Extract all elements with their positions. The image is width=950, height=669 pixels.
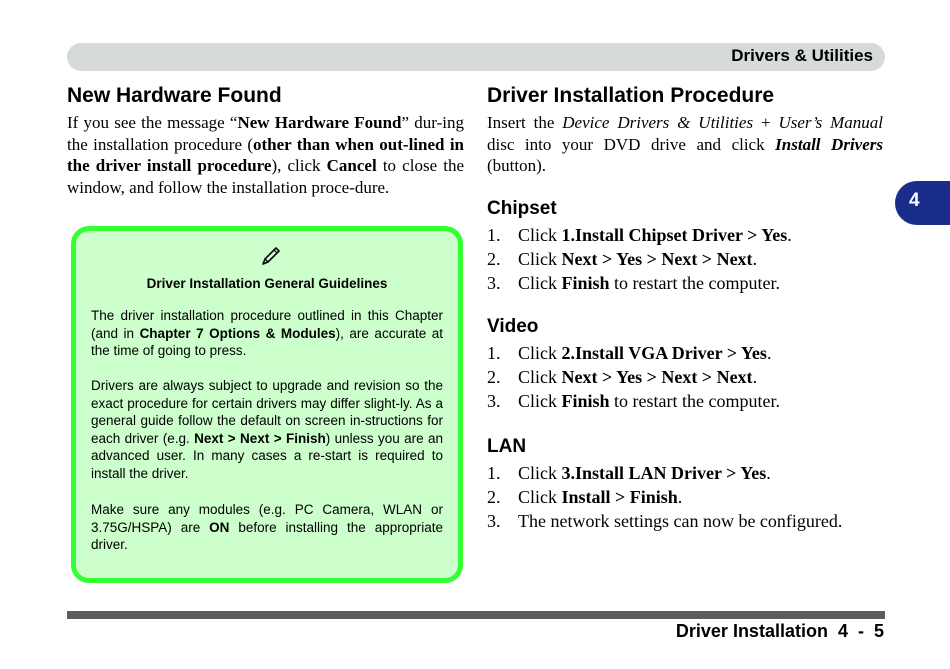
header-bar xyxy=(67,43,885,71)
heading-video: Video xyxy=(487,316,539,337)
heading-driver-installation-procedure: Driver Installation Procedure xyxy=(487,84,775,107)
list-item: 3. Click Finish to restart the computer. xyxy=(487,391,780,411)
chapter-number: 4 xyxy=(909,190,920,211)
list-item: 2. Click Next > Yes > Next > Next. xyxy=(487,249,758,269)
intro-paragraph: Insert the Device Drivers & Utilities + User’s Manual disc into your DVD drive and click Install Drivers (button). xyxy=(487,113,883,175)
footer-section: Driver Installation xyxy=(675,621,828,641)
list-item: 3. Click Finish to restart the computer. xyxy=(487,273,780,293)
note-paragraph-3: Make sure any modules (e.g. PC Camera, WLAN or 3.75G/HSPA) are ON before installing the appropriate driver. xyxy=(91,502,443,552)
heading-lan: LAN xyxy=(487,436,527,457)
page-number: 4 - 5 xyxy=(837,621,884,641)
list-item: 3. The network settings can now be configured. xyxy=(487,511,843,531)
lan-steps xyxy=(487,461,887,533)
list-item: 1. Click 2.Install VGA Driver > Yes. xyxy=(487,343,772,363)
note-title: Driver Installation General Guidelines xyxy=(146,276,388,291)
footer-rule xyxy=(67,611,885,619)
video-steps xyxy=(487,341,887,413)
chapter-tab xyxy=(895,181,950,225)
new-hardware-paragraph: If you see the message “New Hardware Found” dur-ing the installation procedure (other than when out-lined in the driver install procedure), click Cancel to close the window, and follow the installation proce-dure. xyxy=(67,113,465,197)
list-item: 1. Click 3.Install LAN Driver > Yes. xyxy=(487,463,771,483)
heading-new-hardware-found: New Hardware Found xyxy=(67,84,282,107)
header-title: Drivers & Utilities xyxy=(731,46,873,65)
list-item: 2. Click Install > Finish. xyxy=(487,487,683,507)
list-item: 2. Click Next > Yes > Next > Next. xyxy=(487,367,758,387)
note-paragraph-2: Drivers are always subject to upgrade and revision so the exact procedure for certain drivers may differ slight-ly. As a general guide follow the default on screen in-structions for each driver (e.g. Next > Next > Finish) unless you are an advanced user. In many cases a re-start is required to install the driver. xyxy=(91,378,444,481)
note-paragraph-1: The driver installation procedure outlined in this Chapter (and in Chapter 7 Options & Modules), are accurate at the time of going to press. xyxy=(91,308,443,358)
note-box xyxy=(71,226,463,583)
heading-chipset: Chipset xyxy=(487,198,557,219)
list-item: 1. Click 1.Install Chipset Driver > Yes. xyxy=(487,225,792,245)
pencil-icon xyxy=(260,245,282,267)
footer xyxy=(676,621,884,642)
chipset-steps xyxy=(487,223,887,295)
